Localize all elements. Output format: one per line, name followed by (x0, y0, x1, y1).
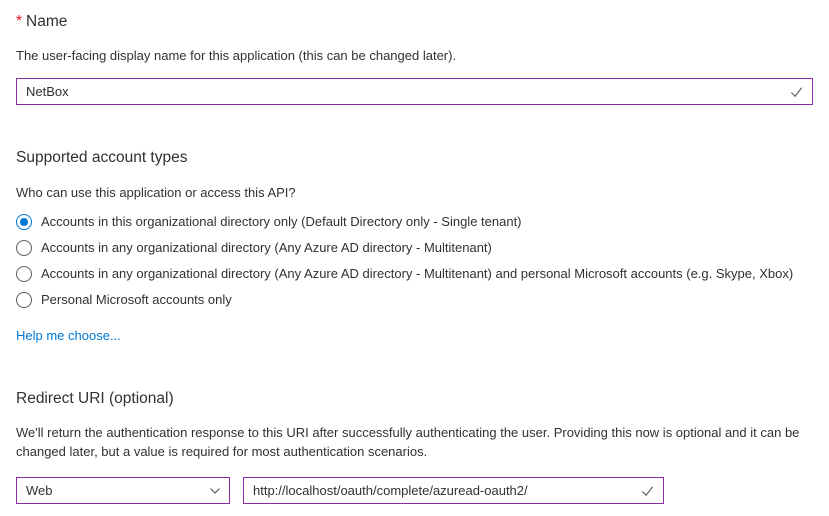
platform-select-value: Web (26, 483, 53, 498)
platform-select-dropdown[interactable] (16, 477, 230, 504)
account-types-question: Who can use this application or access this API? (16, 185, 296, 200)
redirect-uri-heading: Redirect URI (optional) (16, 390, 174, 407)
account-types-radio-group (16, 209, 813, 313)
radio-option-label: Accounts in any organizational directory (Any Azure AD directory - Multitenant) and personal Microsoft accounts (e.g. Skype, Xbox) (41, 266, 794, 281)
redirect-uri-input[interactable] (244, 478, 663, 503)
name-hint: The user-facing display name for this application (this can be changed later). (16, 48, 457, 63)
radio-selected-icon (16, 214, 32, 230)
name-input[interactable] (17, 79, 812, 104)
name-label: Name (26, 13, 68, 30)
radio-option-multitenant-personal[interactable] (16, 261, 813, 287)
redirect-uri-description: We'll return the authentication response to this URI after successfully authenticating the user. Providing this now is optional and it can be changed later, but a value is required for most authentication scenarios. (16, 425, 800, 459)
radio-option-multitenant[interactable] (16, 235, 813, 261)
name-section-heading (16, 12, 813, 32)
name-input-container (16, 78, 813, 105)
radio-option-single-tenant[interactable] (16, 209, 813, 235)
help-me-choose-link[interactable]: Help me choose... (16, 328, 121, 343)
redirect-uri-section (16, 389, 813, 504)
redirect-uri-row (16, 477, 813, 504)
required-asterisk: * (16, 13, 23, 30)
radio-option-personal-only[interactable] (16, 287, 813, 313)
radio-option-label: Personal Microsoft accounts only (41, 292, 232, 307)
redirect-uri-input-container (243, 477, 664, 504)
supported-account-types-section (16, 148, 813, 343)
radio-option-label: Accounts in any organizational directory (Any Azure AD directory - Multitenant) (41, 240, 492, 255)
account-types-heading: Supported account types (16, 149, 188, 166)
radio-option-label: Accounts in this organizational directory only (Default Directory only - Single tenant) (41, 214, 522, 229)
radio-unselected-icon (16, 240, 32, 256)
name-section (16, 12, 813, 105)
radio-unselected-icon (16, 292, 32, 308)
chevron-down-icon (209, 485, 221, 497)
radio-unselected-icon (16, 266, 32, 282)
